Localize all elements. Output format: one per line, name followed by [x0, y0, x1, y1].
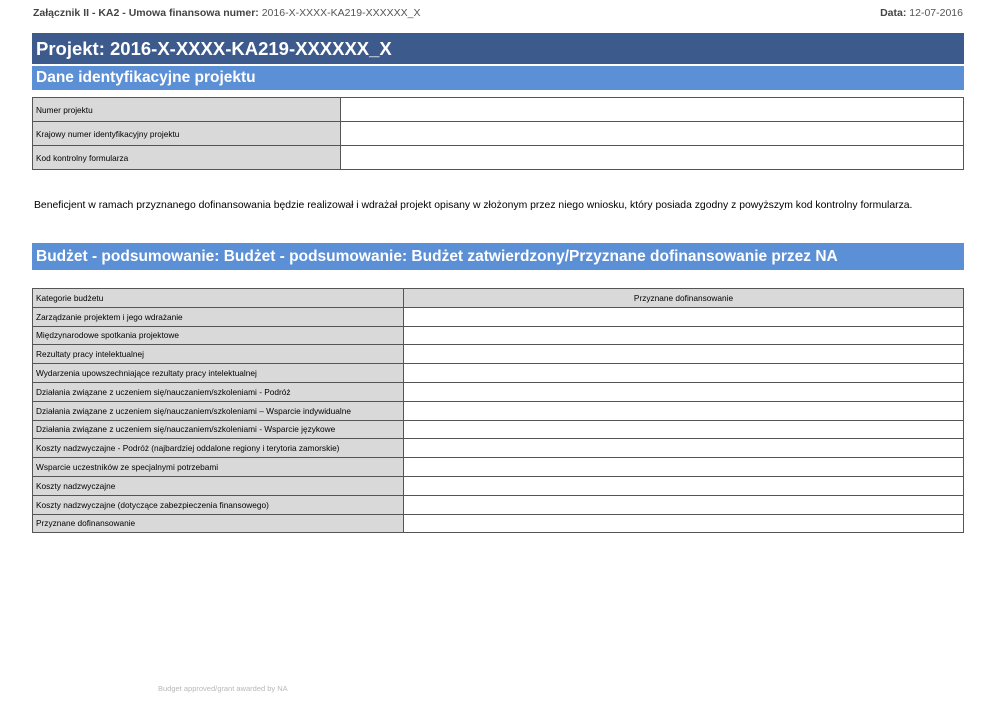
table-row	[33, 146, 964, 170]
row-label: Rezultaty pracy intelektualnej	[33, 345, 404, 364]
amount-column-header: Przyznane dofinansowanie	[404, 289, 964, 308]
table-row	[33, 98, 964, 122]
table-row	[33, 495, 964, 514]
row-value	[404, 345, 964, 364]
row-label: Międzynarodowe spotkania projektowe	[33, 326, 404, 345]
row-label: Koszty nadzwyczajne - Podróż (najbardziej oddalone regiony i terytoria zamorskie)	[33, 439, 404, 458]
row-value	[404, 495, 964, 514]
row-label: Krajowy numer identyfikacyjny projektu	[33, 122, 341, 146]
table-row	[33, 420, 964, 439]
date-label: Data:	[880, 7, 907, 19]
date-value: 12-07-2016	[909, 7, 963, 19]
category-column-header: Kategorie budżetu	[33, 289, 404, 308]
table-row	[33, 514, 964, 533]
row-label: Działania związane z uczeniem się/nauczaniem/szkoleniami – Wsparcie indywidualne	[33, 401, 404, 420]
table-row	[33, 345, 964, 364]
document-date	[880, 7, 963, 19]
row-label: Numer projektu	[33, 98, 341, 122]
row-label: Wydarzenia upowszechniające rezultaty pracy intelektualnej	[33, 364, 404, 383]
row-label: Wsparcie uczestników ze specjalnymi potrzebami	[33, 458, 404, 477]
row-value	[404, 364, 964, 383]
table-row	[33, 122, 964, 146]
budget-section-title: Budżet - podsumowanie: Budżet - podsumowanie: Budżet zatwierdzony/Przyznane dofinansowanie przez NA	[32, 243, 964, 270]
document-header	[33, 5, 963, 21]
budget-table	[32, 288, 964, 533]
table-row	[33, 382, 964, 401]
row-value	[341, 146, 964, 170]
table-row	[33, 326, 964, 345]
row-label: Koszty nadzwyczajne	[33, 476, 404, 495]
agreement-label: Załącznik II - KA2 - Umowa finansowa numer:	[33, 7, 259, 19]
row-value	[404, 401, 964, 420]
table-header-row	[33, 289, 964, 308]
beneficiary-statement: Beneficjent w ramach przyznanego dofinansowania będzie realizował i wdrażał projekt opisany w złożonym przez niego wniosku, który posiada zgodny z powyższym kod kontrolny formularza.	[34, 200, 913, 211]
row-value	[404, 514, 964, 533]
project-title: Projekt: 2016-X-XXXX-KA219-XXXXXX_X	[32, 33, 964, 64]
row-value	[404, 307, 964, 326]
row-value	[341, 98, 964, 122]
row-value	[341, 122, 964, 146]
row-label: Koszty nadzwyczajne (dotyczące zabezpieczenia finansowego)	[33, 495, 404, 514]
table-row	[33, 307, 964, 326]
agreement-reference	[33, 7, 420, 19]
row-value	[404, 382, 964, 401]
footer-note: Budget approved/grant awarded by NA	[158, 684, 288, 693]
agreement-number: 2016-X-XXXX-KA219-XXXXXX_X	[261, 7, 421, 19]
row-value	[404, 326, 964, 345]
row-label: Przyznane dofinansowanie	[33, 514, 404, 533]
table-row	[33, 476, 964, 495]
row-label: Zarządzanie projektem i jego wdrażanie	[33, 307, 404, 326]
row-label: Działania związane z uczeniem się/nauczaniem/szkoleniami - Podróż	[33, 382, 404, 401]
table-row	[33, 439, 964, 458]
identification-section-title: Dane identyfikacyjne projektu	[32, 66, 964, 90]
table-row	[33, 458, 964, 477]
row-value	[404, 476, 964, 495]
identification-table	[32, 97, 964, 170]
row-label: Działania związane z uczeniem się/nauczaniem/szkoleniami - Wsparcie językowe	[33, 420, 404, 439]
row-value	[404, 439, 964, 458]
row-value	[404, 420, 964, 439]
table-row	[33, 364, 964, 383]
table-row	[33, 401, 964, 420]
row-value	[404, 458, 964, 477]
row-label: Kod kontrolny formularza	[33, 146, 341, 170]
